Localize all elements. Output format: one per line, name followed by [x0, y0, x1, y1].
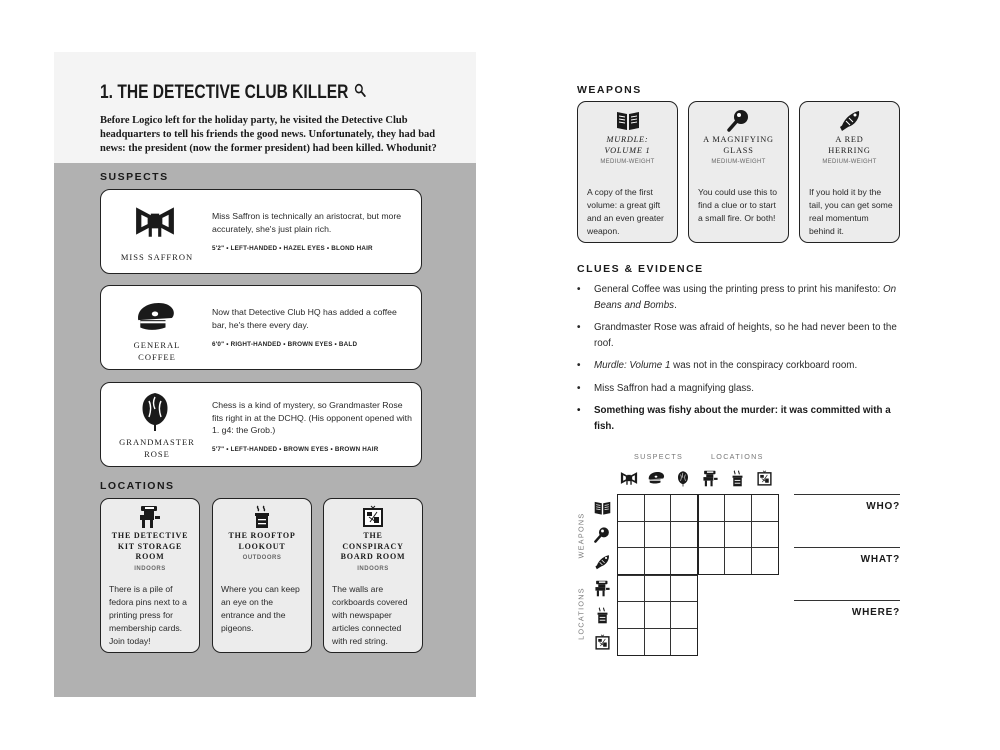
grid-cell[interactable] — [698, 547, 726, 575]
weapon-description: If you hold it by the tail, you can get some real momentum behind it. — [809, 187, 893, 236]
location-description: Where you can keep an eye on the entrance and the pigeons. — [221, 584, 300, 633]
who-answer-line[interactable] — [794, 494, 900, 495]
grid-block-divider — [697, 494, 699, 575]
location-card-rooftop-lookout[interactable] — [212, 498, 312, 653]
grid-cell[interactable] — [670, 601, 698, 629]
grid-cell[interactable] — [617, 628, 645, 656]
chimney-icon — [593, 606, 611, 624]
suspect-card-miss-saffron[interactable] — [100, 189, 422, 274]
rose-icon — [133, 389, 177, 433]
grid-cell[interactable] — [724, 521, 752, 549]
weapon-description: A copy of the first volume: a great gift and an even greater weapon. — [587, 187, 664, 236]
printing-press-icon — [701, 469, 719, 487]
suspect-name: GRANDMASTER ROSE — [119, 437, 195, 459]
suspect-description: Chess is a kind of mystery, so Grandmaster Rose fits right in at the DCHQ. (His opponent opened with 1. g4: the Grob.) — [212, 400, 412, 435]
beret-icon — [647, 469, 665, 487]
clue-item: • General Coffee was using the printing press to print his manifesto: On Beans and Bombs. — [577, 284, 897, 311]
suspect-description: Now that Detective Club HQ has added a coffee bar, he's there every day. — [212, 307, 397, 330]
locations-heading: LOCATIONS — [100, 480, 175, 492]
suspect-stats: 5'7" • LEFT-HANDED • BROWN EYES • BROWN HAIR — [212, 446, 379, 453]
grid-cell[interactable] — [644, 575, 672, 603]
suspects-heading: SUSPECTS — [100, 171, 169, 183]
printing-press-icon — [593, 579, 611, 597]
beret-icon — [133, 298, 177, 336]
book-icon — [593, 498, 611, 516]
chimney-icon — [213, 505, 311, 529]
weapon-card-murdle-volume-1[interactable] — [577, 101, 678, 243]
grid-suspects-label: SUSPECTS — [634, 452, 684, 461]
corkboard-icon — [324, 505, 422, 529]
case-intro-text: Before Logico left for the holiday party, he visited the Detective Club headquarters to tell his friends the good news. Unfortunately, they had bad news: the president (now the former president) had been killed. Whodunit? — [100, 115, 437, 154]
clue-item: • Murdle: Volume 1 was not in the conspiracy corkboard room. — [577, 360, 858, 371]
grid-cell[interactable] — [670, 494, 698, 522]
weapon-name: A RED HERRING MEDIUM-WEIGHT — [822, 135, 877, 165]
rose-icon — [674, 469, 692, 487]
book-icon — [578, 108, 677, 132]
grid-cell[interactable] — [617, 575, 645, 603]
location-name: THE CONSPIRACY BOARD ROOM INDOORS — [340, 531, 406, 572]
grid-cell[interactable] — [670, 521, 698, 549]
clues-heading: CLUES & EVIDENCE — [577, 263, 704, 275]
magnifying-glass-icon — [353, 82, 366, 104]
location-name: THE ROOFTOP LOOKOUT OUTDOORS — [228, 531, 296, 561]
clues-list — [577, 282, 902, 441]
suspect-card-grandmaster-rose[interactable] — [100, 382, 422, 467]
weapon-name: MURDLE: VOLUME 1 MEDIUM-WEIGHT — [600, 135, 655, 165]
weapon-card-red-herring[interactable] — [799, 101, 900, 243]
location-description: There is a pile of fedora pins next to a printing press for membership cards. Join today! — [109, 584, 187, 646]
magnifying-glass-icon — [593, 525, 611, 543]
grid-cell[interactable] — [698, 494, 726, 522]
what-label: WHAT? — [860, 554, 900, 565]
suspect-stats: 6'0" • RIGHT-HANDED • BROWN EYES • BALD — [212, 341, 358, 348]
case-intro — [54, 52, 476, 163]
bow-tie-icon — [620, 469, 638, 487]
clue-item: • Grandmaster Rose was afraid of heights, so he had never been to the roof. — [577, 322, 897, 349]
grid-cell[interactable] — [644, 521, 672, 549]
case-title — [100, 82, 392, 104]
grid-cell[interactable] — [724, 494, 752, 522]
what-answer-line[interactable] — [794, 547, 900, 548]
printing-press-icon — [101, 505, 199, 529]
where-label: WHERE? — [851, 607, 900, 618]
grid-cell[interactable] — [751, 521, 779, 549]
grid-cell[interactable] — [644, 547, 672, 575]
weapon-card-magnifying-glass[interactable] — [688, 101, 789, 243]
grid-cell[interactable] — [670, 628, 698, 656]
location-card-conspiracy-board-room[interactable] — [323, 498, 423, 653]
location-card-kit-storage-room[interactable] — [100, 498, 200, 653]
grid-cell[interactable] — [670, 575, 698, 603]
grid-cell[interactable] — [751, 494, 779, 522]
where-answer-line[interactable] — [794, 600, 900, 601]
corkboard-icon — [593, 633, 611, 651]
fish-icon — [593, 552, 611, 570]
grid-cell[interactable] — [617, 494, 645, 522]
weapon-description: You could use this to find a clue or to start a small fire. Or both! — [698, 187, 777, 223]
left-page — [54, 52, 476, 697]
weapons-heading: WEAPONS — [577, 84, 642, 96]
corkboard-icon — [755, 469, 773, 487]
suspect-stats: 5'2" • LEFT-HANDED • HAZEL EYES • BLOND HAIR — [212, 245, 373, 252]
chimney-icon — [728, 469, 746, 487]
who-label: WHO? — [866, 501, 900, 512]
magnifying-glass-icon — [689, 108, 788, 132]
suspect-name: GENERAL COFFEE — [133, 340, 181, 362]
grid-cell[interactable] — [617, 601, 645, 629]
grid-cell[interactable] — [724, 547, 752, 575]
suspect-description: Miss Saffron is technically an aristocrat, but more accurately, she's just plain rich. — [212, 211, 402, 234]
grid-cell[interactable] — [617, 521, 645, 549]
clue-item: • Something was fishy about the murder: it was committed with a fish. — [577, 405, 891, 432]
case-title-text: 1. THE DETECTIVE CLUB KILLER — [100, 82, 349, 103]
suspect-card-general-coffee[interactable] — [100, 285, 422, 370]
location-name: THE DETECTIVE KIT STORAGE ROOM INDOORS — [111, 531, 189, 572]
grid-cell[interactable] — [751, 547, 779, 575]
grid-cell[interactable] — [644, 601, 672, 629]
grid-locations-row-label: LOCATIONS — [576, 587, 586, 640]
grid-cell[interactable] — [644, 628, 672, 656]
grid-cell[interactable] — [698, 521, 726, 549]
location-description: The walls are corkboards covered with newspaper articles connected with red string. — [332, 584, 408, 646]
grid-cell[interactable] — [617, 547, 645, 575]
grid-cell[interactable] — [644, 494, 672, 522]
fish-icon — [800, 108, 899, 132]
grid-cell[interactable] — [670, 547, 698, 575]
clue-item: • Miss Saffron had a magnifying glass. — [577, 382, 754, 394]
bow-tie-icon — [133, 202, 177, 240]
grid-weapons-label: WEAPONS — [576, 512, 586, 559]
grid-locations-label: LOCATIONS — [711, 452, 764, 461]
suspect-name: MISS SAFFRON — [120, 252, 194, 262]
weapon-name: A MAGNIFYING GLASS MEDIUM-WEIGHT — [703, 135, 774, 165]
